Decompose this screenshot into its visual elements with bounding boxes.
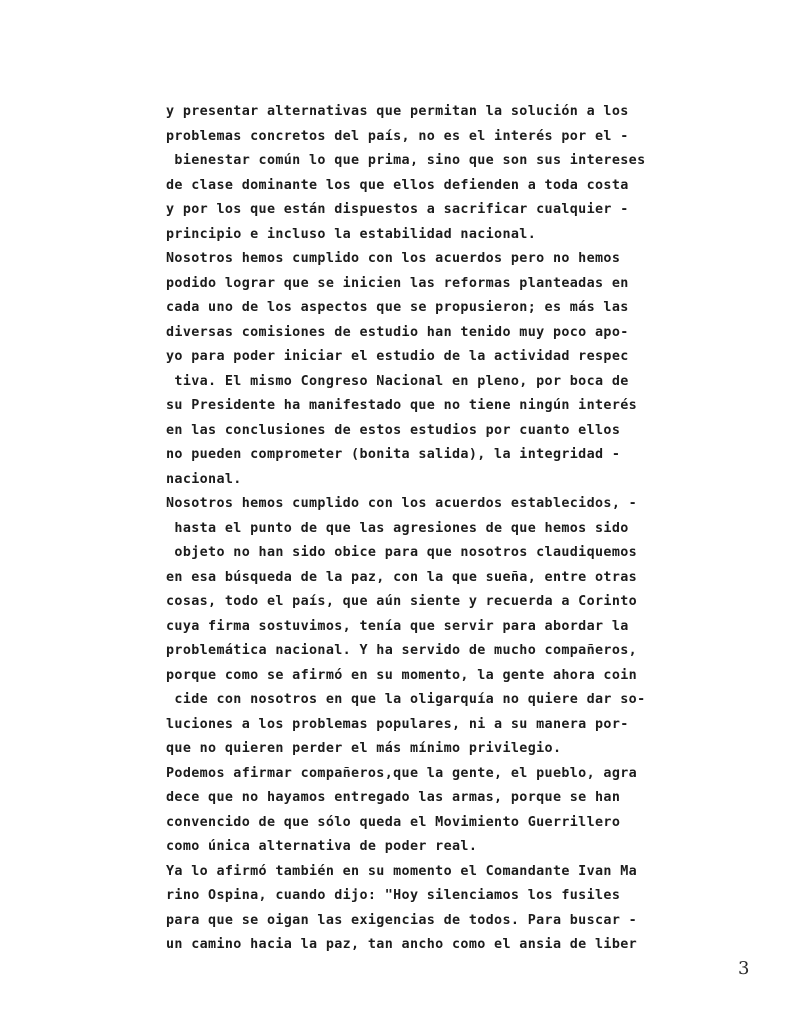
text-line: diversas comisiones de estudio han tenido muy poco apo- <box>166 324 629 340</box>
text-line: de clase dominante los que ellos defienden a toda costa <box>166 177 629 193</box>
body-text <box>166 100 746 958</box>
text-line: Podemos afirmar compañeros,que la gente, el pueblo, agra <box>166 765 638 781</box>
text-line: que no quieren perder el más mínimo privilegio. <box>166 741 562 756</box>
text-line: cuya firma sostuvimos, tenía que servir para abordar la <box>166 618 629 634</box>
text-line: en esa búsqueda de la paz, con la que sueña, entre otras <box>166 569 638 585</box>
text-line: y presentar alternativas que permitan la solución a los <box>166 104 629 119</box>
page-number: 3 <box>738 958 750 979</box>
text-line: hasta el punto de que las agresiones de que hemos sido <box>166 520 629 536</box>
text-line: problemática nacional. Y ha servido de mucho compañeros, <box>166 643 638 658</box>
text-line: cosas, todo el país, que aún siente y recuerda a Corinto <box>166 594 638 609</box>
text-line: tiva. El mismo Congreso Nacional en pleno, por boca de <box>166 373 629 389</box>
text-line: objeto no han sido obice para que nosotros claudiquemos <box>166 545 638 560</box>
text-line: convencido de que sólo queda el Movimiento Guerrillero <box>166 814 621 830</box>
text-line: no pueden comprometer (bonita salida), la integridad - <box>166 447 621 462</box>
text-line: un camino hacia la paz, tan ancho como el ansia de liber <box>166 937 638 952</box>
text-line: en las conclusiones de estos estudios por cuanto ellos <box>166 422 621 438</box>
text-line: nacional. <box>166 471 242 487</box>
text-line: Nosotros hemos cumplido con los acuerdos pero no hemos <box>166 251 621 266</box>
text-line: dece que no hayamos entregado las armas, porque se han <box>166 790 621 805</box>
text-line: su Presidente ha manifestado que no tiene ningún interés <box>166 398 638 413</box>
text-line: yo para poder iniciar el estudio de la actividad respec <box>166 349 629 364</box>
text-line: bienestar común lo que prima, sino que son sus intereses <box>166 153 646 168</box>
text-line: principio e incluso la estabilidad nacional. <box>166 226 537 242</box>
text-line: Ya lo afirmó también en su momento el Comandante Ivan Ma <box>166 863 638 879</box>
text-line: como única alternativa de poder real. <box>166 839 478 854</box>
text-line: luciones a los problemas populares, ni a su manera por- <box>166 716 629 732</box>
text-line: Nosotros hemos cumplido con los acuerdos establecidos, - <box>166 496 638 511</box>
text-line: rino Ospina, cuando dijo: "Hoy silenciamos los fusiles <box>166 888 621 903</box>
text-line: podido lograr que se inicien las reformas planteadas en <box>166 275 629 291</box>
text-line: problemas concretos del país, no es el interés por el - <box>166 128 629 144</box>
text-line: porque como se afirmó en su momento, la gente ahora coin <box>166 667 638 683</box>
text-line: para que se oigan las exigencias de todos. Para buscar - <box>166 912 638 928</box>
text-line: y por los que están dispuestos a sacrificar cualquier - <box>166 202 629 217</box>
text-line: cide con nosotros en que la oligarquía no quiere dar so- <box>166 692 646 707</box>
text-line: cada uno de los aspectos que se propusieron; es más las <box>166 300 629 315</box>
